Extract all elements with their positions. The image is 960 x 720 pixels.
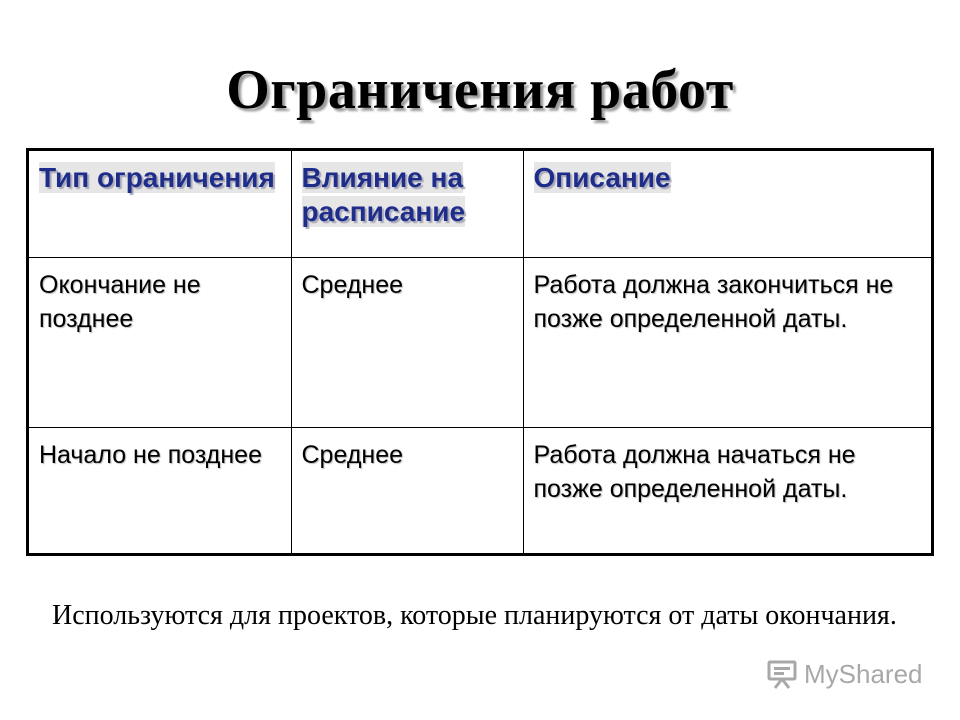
table-row <box>29 427 931 553</box>
constraints-table-grid <box>29 151 931 553</box>
watermark <box>766 656 926 692</box>
header-description <box>523 151 931 257</box>
cell-schedule-impact: Среднее <box>291 427 523 553</box>
cell-description: Работа должна закончиться не позже определенной даты. <box>523 257 931 427</box>
constraints-table <box>26 148 934 556</box>
cell-schedule-impact: Среднее <box>291 257 523 427</box>
header-description-label: Описание <box>533 162 671 193</box>
header-schedule-impact <box>291 151 523 257</box>
cell-description: Работа должна начаться не позже определенной даты. <box>533 440 856 503</box>
table-header-row <box>29 151 931 257</box>
cell-constraint-type: Начало не позднее <box>29 427 291 553</box>
table-row <box>29 257 931 427</box>
header-constraint-type <box>29 151 291 257</box>
footnote: Используются для проектов, которые планируются от даты окончания. <box>52 600 897 631</box>
header-schedule-impact-label: Влияние на расписание <box>301 162 466 228</box>
header-constraint-type-label: Тип ограничения <box>39 162 275 193</box>
watermark-text: MyShared <box>804 658 923 689</box>
cell-constraint-type: Окончание не позднее <box>29 257 291 427</box>
presentation-board-icon <box>766 658 798 690</box>
slide-title: Ограничения работ <box>226 59 734 121</box>
